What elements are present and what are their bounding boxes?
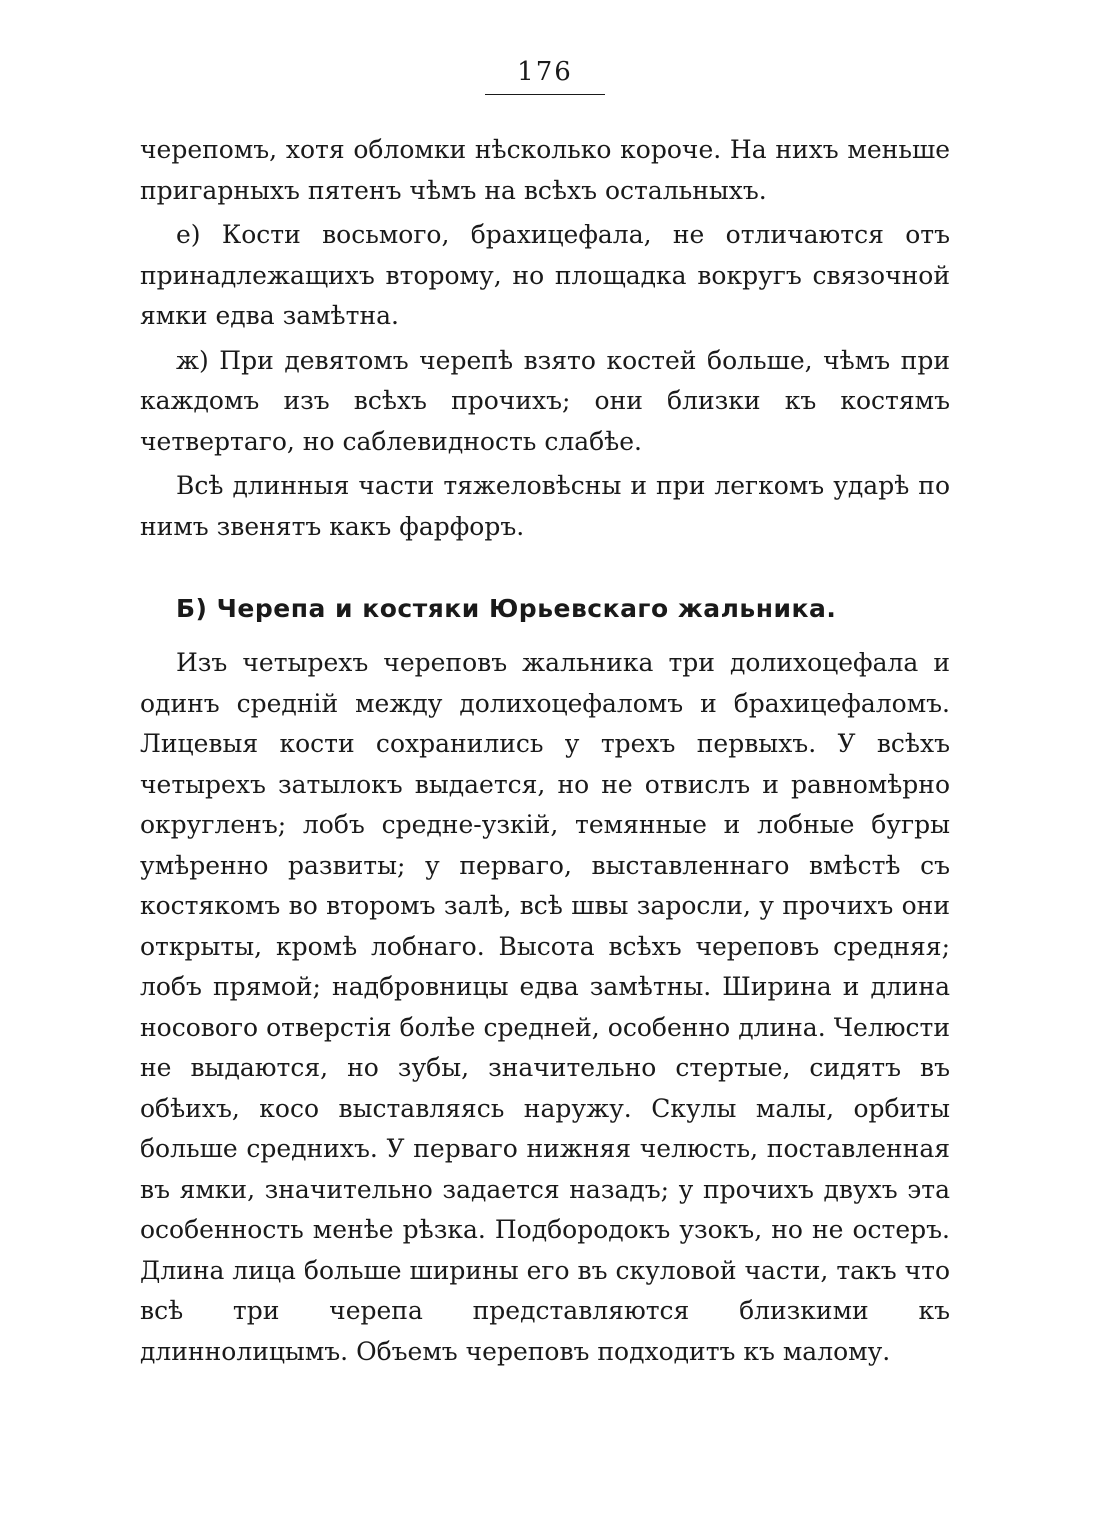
paragraph-continuation: черепомъ, хотя обломки нѣсколько короче. На нихъ меньше пригарныхъ пятенъ чѣмъ на всѣхъ остальныхъ. [140,135,950,205]
body-text [140,130,950,1372]
header-rule [485,94,605,95]
paragraph-main: Изъ четырехъ череповъ жальника три долихоцефала и одинъ среднiй между долихоцефаломъ и брахицефаломъ. Лицевыя кости сохранились у трехъ первыхъ. У всѣхъ четырехъ затылокъ выдается, но не отвислъ и равномѣрно округленъ; лобъ средне-узкiй, темянные и лобные бугры умѣренно развиты; у перваго, выставленнаго вмѣстѣ съ костякомъ во второмъ залѣ, всѣ швы заросли, у прочихъ они открыты, кромѣ лобнаго. Высота всѣхъ череповъ средняя; лобъ прямой; надбровницы едва замѣтны. Ширина и длина носового отверстiя болѣе средней, особенно длина. Челюсти не выдаются, но зубы, значительно стертые, сидятъ въ обѣихъ, косо выставляясь наружу. Скулы малы, орбиты больше среднихъ. У перваго нижняя челюсть, поставленная въ ямки, значительно задается назадъ; у прочихъ двухъ эта особенность менѣе рѣзка. Подбородокъ узокъ, но не остеръ. Длина лица больше ширины его въ скуловой части, такъ что всѣ три черепа представляются близкими къ длиннолицымъ. Объемъ череповъ подходитъ къ малому. [140,648,950,1366]
page-number-text: 176 [517,57,573,87]
paragraph-zh: ж) При девятомъ черепѣ взято костей больше, чѣмъ при каждомъ изъ всѣхъ прочихъ; они близки къ костямъ четвертаго, но саблевидность слабѣе. [140,345,950,456]
paragraph-summary: Всѣ длинныя части тяжеловѣсны и при легкомъ ударѣ по нимъ звенятъ какъ фарфоръ. [140,471,950,541]
page-number [140,50,950,94]
paragraph-e: е) Кости восьмого, брахицефала, не отличаются отъ принадлежащихъ второму, но площадка вокругъ связочной ямки едва замѣтна. [140,220,950,330]
page [140,50,950,1372]
section-heading: Б) Черепа и костяки Юрьевскаго жальника. [176,594,837,623]
